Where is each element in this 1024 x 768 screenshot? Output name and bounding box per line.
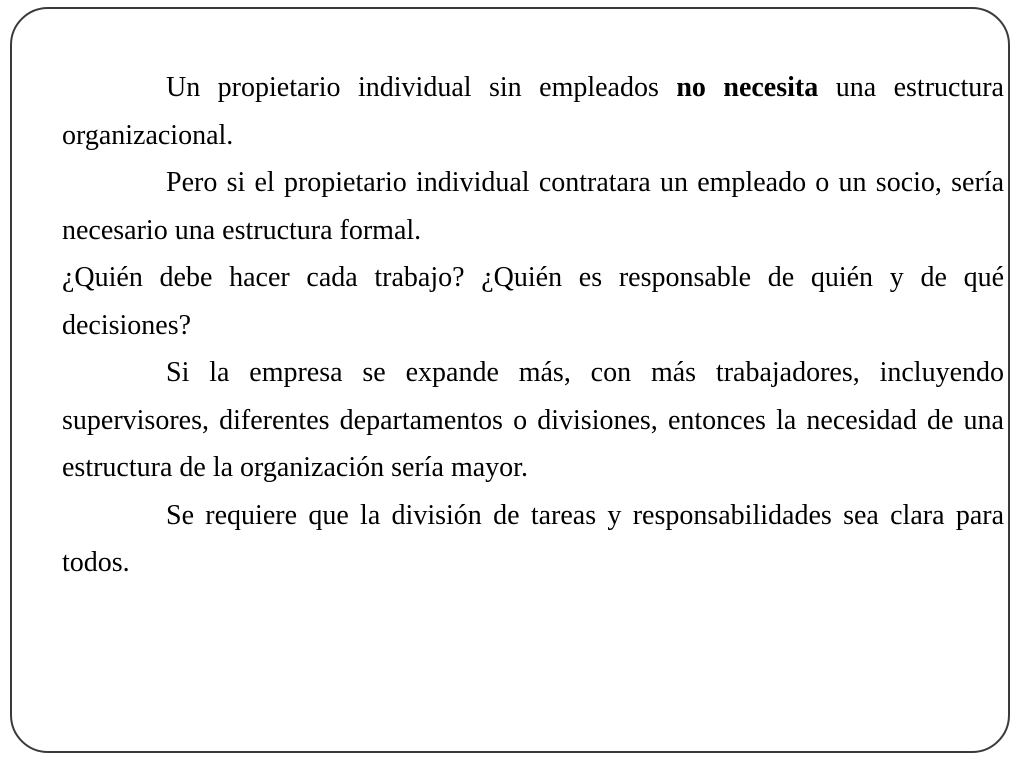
paragraph-3: ¿Quién debe hacer cada trabajo? ¿Quién es responsable de quién y de qué decisiones? <box>62 262 1004 341</box>
paragraph-1-text-after: una estructura organizacional. <box>62 72 1004 151</box>
paragraph-1-bold-text: no necesita <box>676 72 819 103</box>
slide-body-text <box>62 64 1004 587</box>
paragraph-2: Pero si el propietario individual contratara un empleado o un socio, sería necesario una estructura formal. <box>62 167 1004 246</box>
paragraph-4: Si la empresa se expande más, con más trabajadores, incluyendo supervisores, diferentes departamentos o divisiones, entonces la necesidad de una estructura de la organización sería mayor. <box>62 357 1004 483</box>
paragraph-1-text-before: Un propietario individual sin empleados <box>166 72 677 103</box>
paragraph-1 <box>62 64 1004 159</box>
paragraph-5: Se requiere que la división de tareas y responsabilidades sea clara para todos. <box>62 499 1004 578</box>
slide-frame <box>10 7 1010 753</box>
